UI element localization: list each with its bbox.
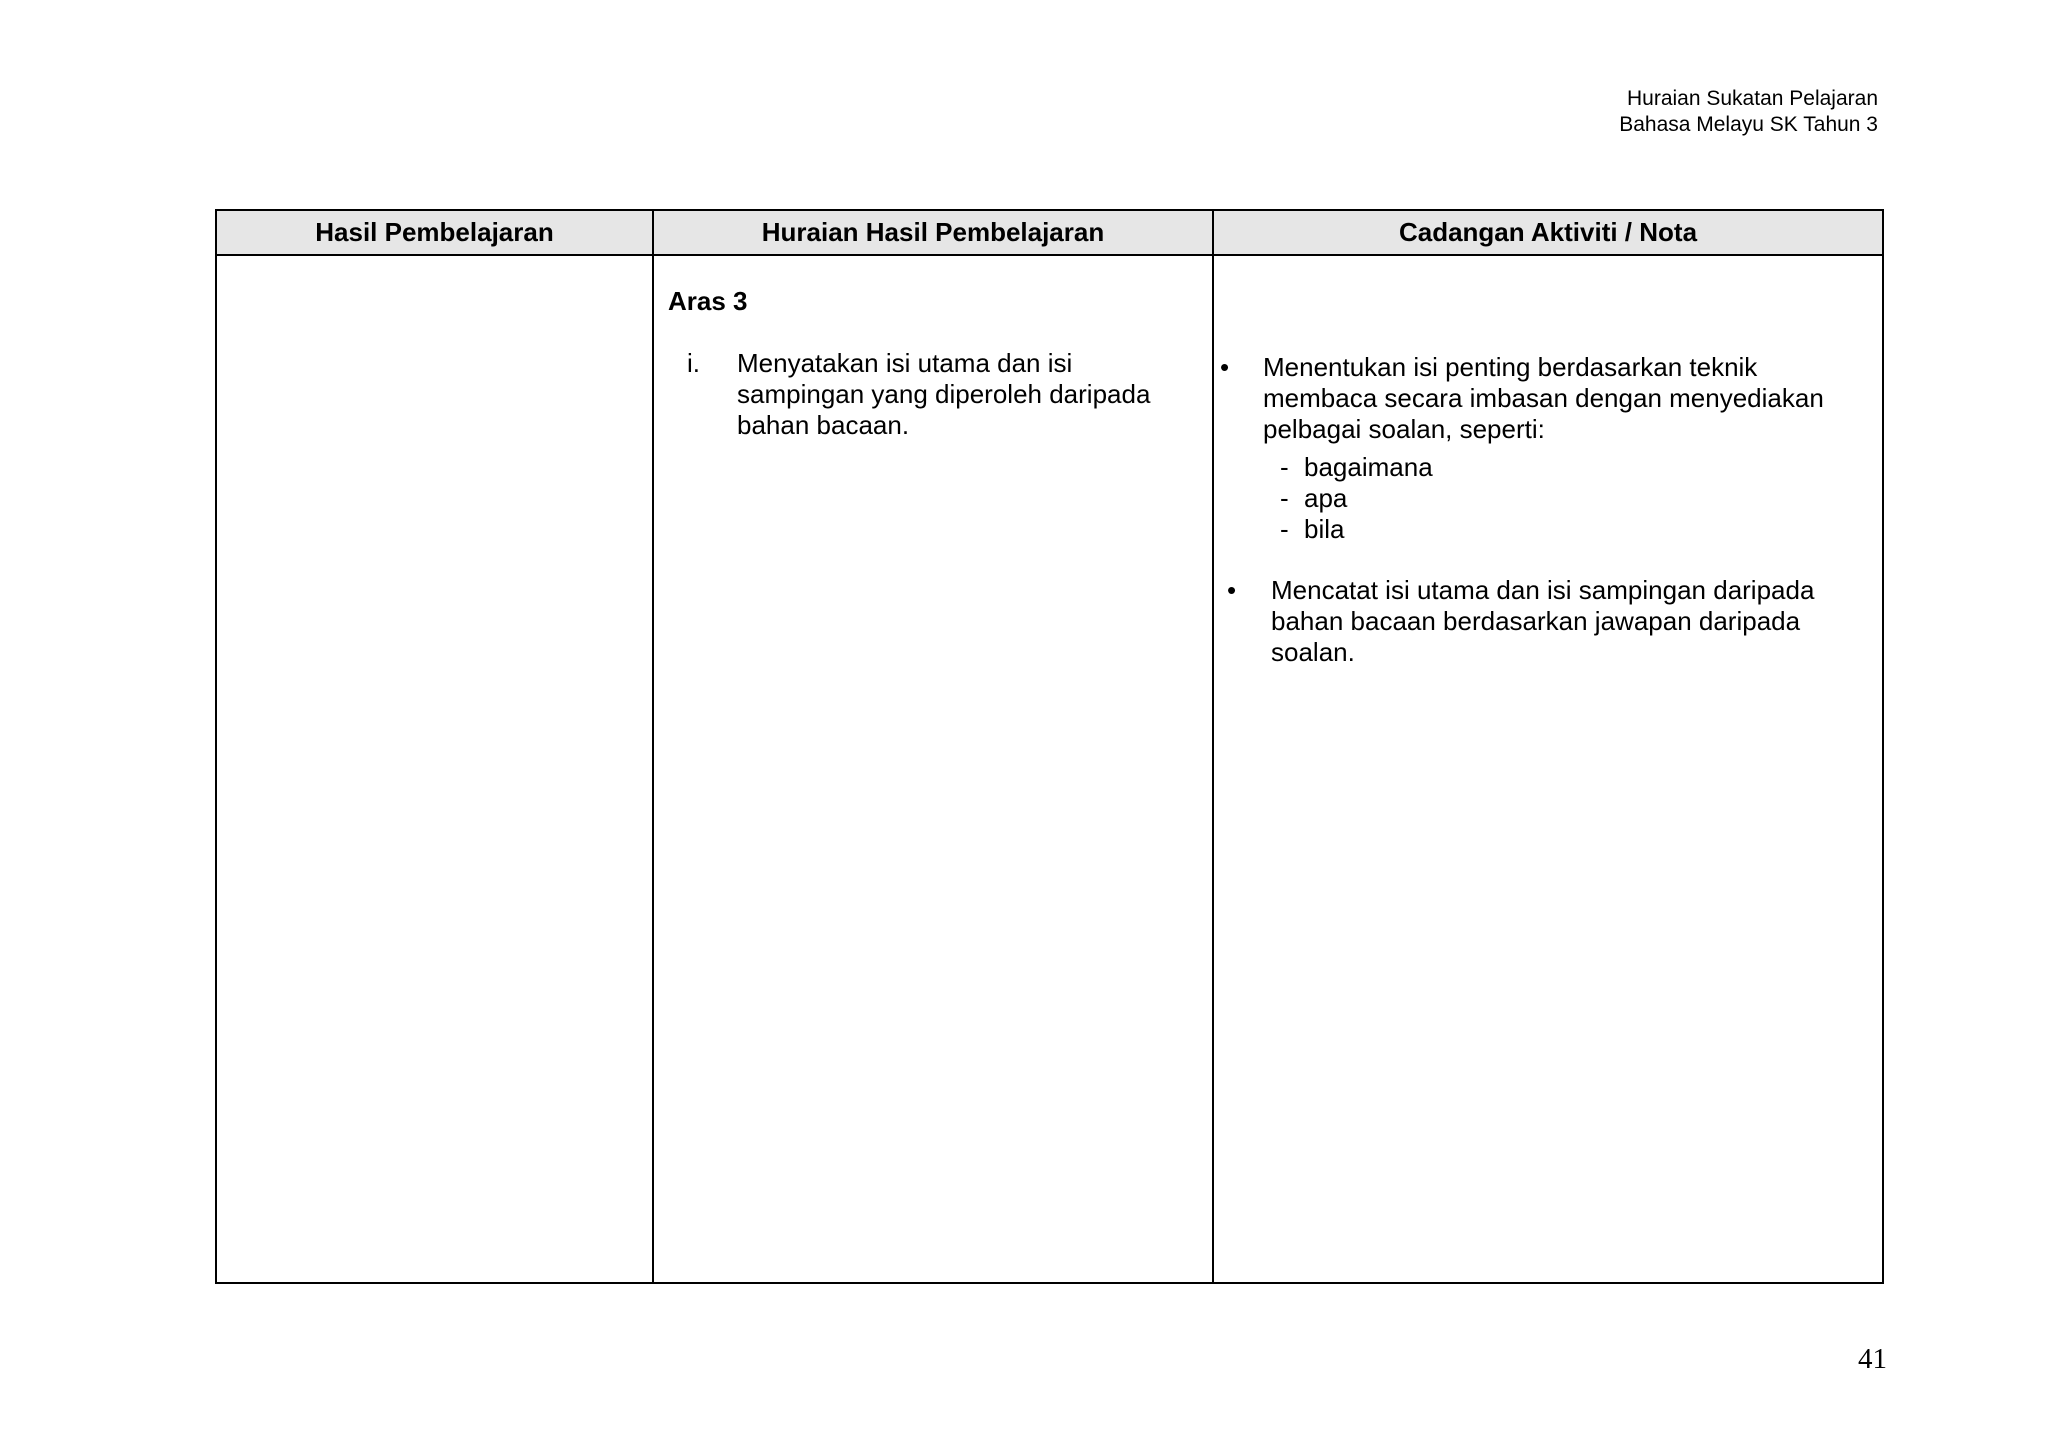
list-item (1280, 452, 1433, 483)
running-header (1619, 86, 1878, 138)
dash-marker: - (1280, 514, 1289, 544)
column-header-learning-outcomes: Hasil Pembelajaran (216, 210, 653, 255)
cell-suggested-activities (1213, 255, 1883, 1283)
activity-text-2: Mencatat isi utama dan isi sampingan daripada bahan bacaan berdasarkan jawapan daripada soalan. (1271, 575, 1815, 667)
level-label: Aras 3 (668, 286, 748, 316)
table-row (216, 255, 1883, 1283)
table-header-row (216, 210, 1883, 255)
cell-learning-outcomes (216, 255, 653, 1283)
list-item (1280, 483, 1433, 514)
column-header-suggested-activities: Cadangan Aktiviti / Nota (1213, 210, 1883, 255)
list-item-text: bagaimana (1304, 452, 1433, 482)
list-item-text: bila (1304, 514, 1345, 544)
outcome-number: i. (687, 348, 700, 378)
dash-marker: - (1280, 483, 1289, 513)
dash-marker: - (1280, 452, 1289, 482)
outcome-text: Menyatakan isi utama dan isi sampingan yang diperoleh daripada bahan bacaan. (737, 348, 1151, 440)
page-number: 41 (1858, 1343, 1887, 1375)
activity-question-list (1280, 452, 1433, 545)
cell-outcome-description (653, 255, 1213, 1283)
syllabus-table (215, 209, 1884, 1284)
list-item-text: apa (1304, 483, 1348, 513)
list-item (1280, 514, 1433, 545)
activity-text-1: Menentukan isi penting berdasarkan teknik membaca secara imbasan dengan menyediakan pelbagai soalan, seperti: (1263, 352, 1824, 444)
running-header-subtitle: Bahasa Melayu SK Tahun 3 (1619, 113, 1878, 136)
bullet-icon: • (1227, 575, 1237, 605)
running-header-title: Huraian Sukatan Pelajaran (1627, 87, 1878, 110)
bullet-icon: • (1220, 352, 1230, 382)
column-header-outcome-description: Huraian Hasil Pembelajaran (653, 210, 1213, 255)
